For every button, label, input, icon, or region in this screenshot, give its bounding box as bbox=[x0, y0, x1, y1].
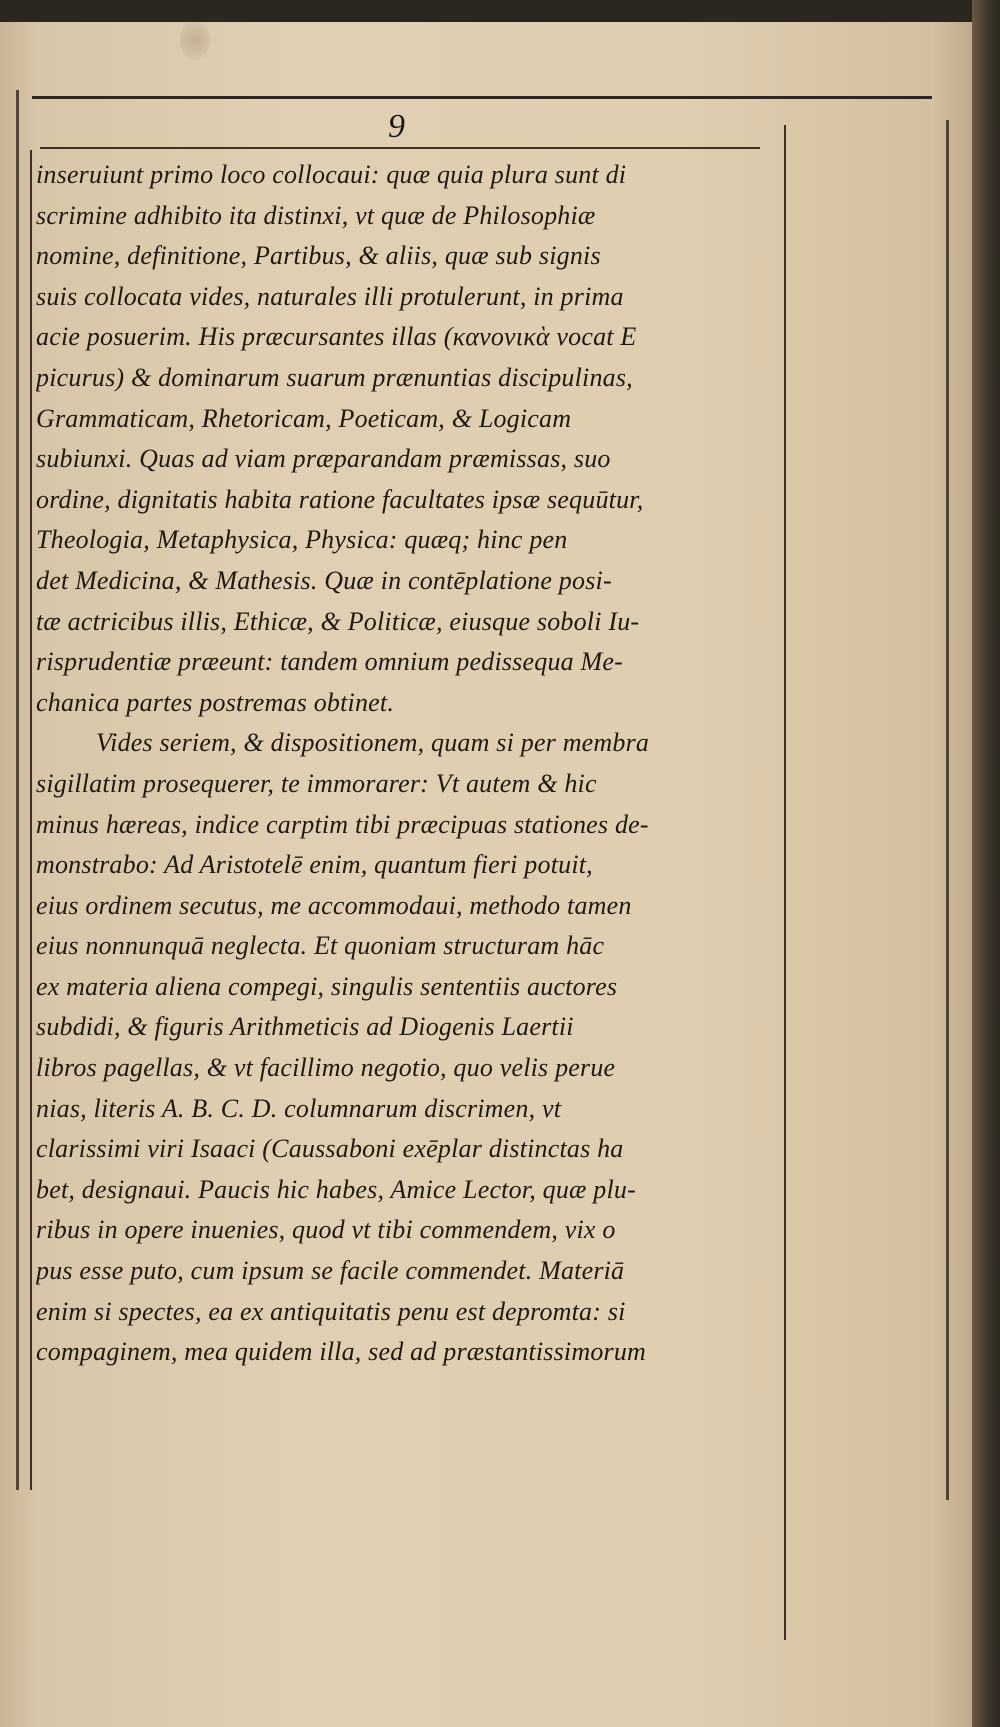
text-line: eius ordinem secutus, me accommodaui, methodo tamen bbox=[36, 890, 632, 920]
text-line: compaginem, mea quidem illa, sed ad præstantissimorum bbox=[36, 1337, 647, 1367]
text-line: det Medicina, & Mathesis. Quæ in contēplatione posi- bbox=[36, 565, 612, 595]
text-line: nias, literis A. B. C. D. columnarum discrimen, vt bbox=[36, 1093, 562, 1123]
stain-mark bbox=[180, 20, 210, 60]
text-line: suis collocata vides, naturales illi protulerunt, in prima bbox=[36, 281, 624, 311]
page-edge-shadow bbox=[972, 0, 1000, 1727]
text-line: minus hæreas, indice carptim tibi præcipuas stationes de- bbox=[36, 809, 649, 839]
text-line: picurus) & dominarum suarum prænuntias discipulinas, bbox=[36, 362, 633, 392]
text-line: tæ actricibus illis, Ethicæ, & Politicæ, eiusque soboli Iu- bbox=[36, 606, 640, 636]
text-line: monstrabo: Ad Aristotelē enim, quantum fieri potuit, bbox=[36, 850, 593, 880]
text-line: eius nonnunquā neglecta. Et quoniam structuram hāc bbox=[36, 931, 605, 961]
text-line: nomine, definitione, Partibus, & aliis, quæ sub signis bbox=[36, 241, 601, 271]
outer-margin-rule bbox=[946, 120, 949, 1500]
text-line: ordine, dignitatis habita ratione facultates ipsæ sequūtur, bbox=[36, 484, 644, 514]
text-line: sigillatim prosequerer, te immorarer: Vt autem & hic bbox=[36, 768, 597, 798]
text-line: ex materia aliena compegi, singulis sententiis auctores bbox=[36, 971, 618, 1001]
text-line: Vides seriem, & dispositionem, quam si per membra bbox=[96, 728, 650, 758]
text-line: scrimine adhibito ita distinxi, vt quæ de Philosophiæ bbox=[36, 200, 596, 230]
text-line: ribus in opere inuenies, quod vt tibi commendem, vix o bbox=[36, 1215, 616, 1245]
text-line: pus esse puto, cum ipsum se facile commendet. Materiā bbox=[36, 1256, 625, 1286]
text-line: bet, designaui. Paucis hic habes, Amice Lector, quæ plu- bbox=[36, 1174, 636, 1204]
text-line: inseruiunt primo loco collocaui: quæ quia plura sunt di bbox=[36, 160, 627, 189]
header-rule bbox=[40, 147, 760, 149]
text-line: acie posuerim. His præcursantes illas (κανονικὰ vocat E bbox=[36, 322, 637, 352]
text-line: clarissimi viri Isaaci (Caussaboni exēplar distinctas ha bbox=[36, 1134, 624, 1164]
text-line: subdidi, & figuris Arithmeticis ad Diogenis Laertii bbox=[36, 1012, 574, 1042]
text-line: subiunxi. Quas ad viam præparandam præmissas, suo bbox=[36, 444, 611, 474]
page-number: 9 bbox=[388, 108, 405, 145]
top-border-rule bbox=[32, 96, 932, 99]
text-line: libros pagellas, & vt facillimo negotio, quo velis perue bbox=[36, 1053, 616, 1083]
text-line: Grammaticam, Rhetoricam, Poeticam, & Logicam bbox=[36, 403, 572, 433]
body-text bbox=[36, 155, 780, 1373]
text-line: enim si spectes, ea ex antiquitatis penu est depromta: si bbox=[36, 1296, 626, 1326]
text-line: Theologia, Metaphysica, Physica: quæq; hinc pen bbox=[36, 525, 568, 555]
text-frame-left bbox=[30, 150, 32, 1490]
gutter-rule bbox=[16, 90, 19, 1490]
text-frame-right bbox=[784, 125, 786, 1640]
text-line: chanica partes postremas obtinet. bbox=[36, 687, 395, 717]
text-line: risprudentiæ præeunt: tandem omnium pedissequa Me- bbox=[36, 647, 624, 677]
